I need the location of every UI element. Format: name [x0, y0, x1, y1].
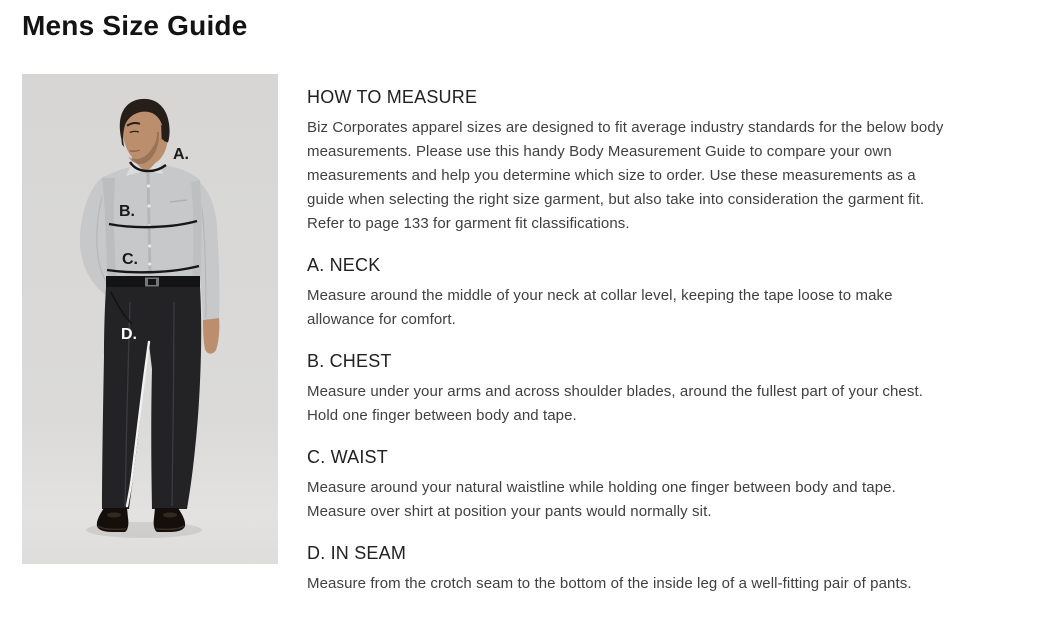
how-to-measure-body: Biz Corporates apparel sizes are designed to fit average industry standards for the below body measurements. Please use this handy Body Measurement Guide to compare your own measurements and help you determine which size to order. Use these measurements as a guide when selecting the right size garment, but also take into consideration the garment fit. Refer to page 133 for garment fit classifications. — [307, 119, 944, 232]
neck-heading: A. NECK — [307, 255, 381, 275]
chest-heading: B. CHEST — [307, 351, 392, 371]
how-to-measure-heading: HOW TO MEASURE — [307, 87, 478, 107]
figure-label-waist: C. — [122, 251, 138, 268]
figure-label-inseam: D. — [121, 326, 137, 343]
section-chest — [307, 351, 952, 428]
section-waist — [307, 447, 952, 524]
inseam-heading: D. IN SEAM — [307, 543, 407, 563]
figure-label-neck: A. — [173, 146, 189, 163]
figure-shirt — [102, 156, 202, 286]
chest-body: Measure under your arms and across shoulder blades, around the fullest part of your chest. Hold one finger between body and tape. — [307, 383, 923, 424]
guide-layout — [22, 74, 1038, 596]
waist-heading: C. WAIST — [307, 447, 388, 467]
waist-body: Measure around your natural waistline while holding one finger between body and tape. Measure over shirt at position your pants would normally sit. — [307, 479, 896, 520]
section-neck — [307, 255, 952, 332]
figure-pants — [102, 287, 201, 509]
figure-label-chest: B. — [119, 203, 135, 220]
measure-guide-content — [307, 74, 952, 596]
neck-body: Measure around the middle of your neck at collar level, keeping the tape loose to make allowance for comfort. — [307, 287, 893, 328]
shirt-placket — [148, 173, 150, 274]
inseam-body: Measure from the crotch seam to the bottom of the inside leg of a well-fitting pair of pants. — [307, 575, 912, 592]
measurement-figure — [22, 74, 278, 564]
page-title: Mens Size Guide — [22, 10, 248, 41]
section-how-to-measure — [307, 87, 952, 236]
figure-belt — [106, 276, 200, 288]
mens-measurement-illustration — [22, 74, 278, 564]
section-inseam — [307, 543, 952, 596]
